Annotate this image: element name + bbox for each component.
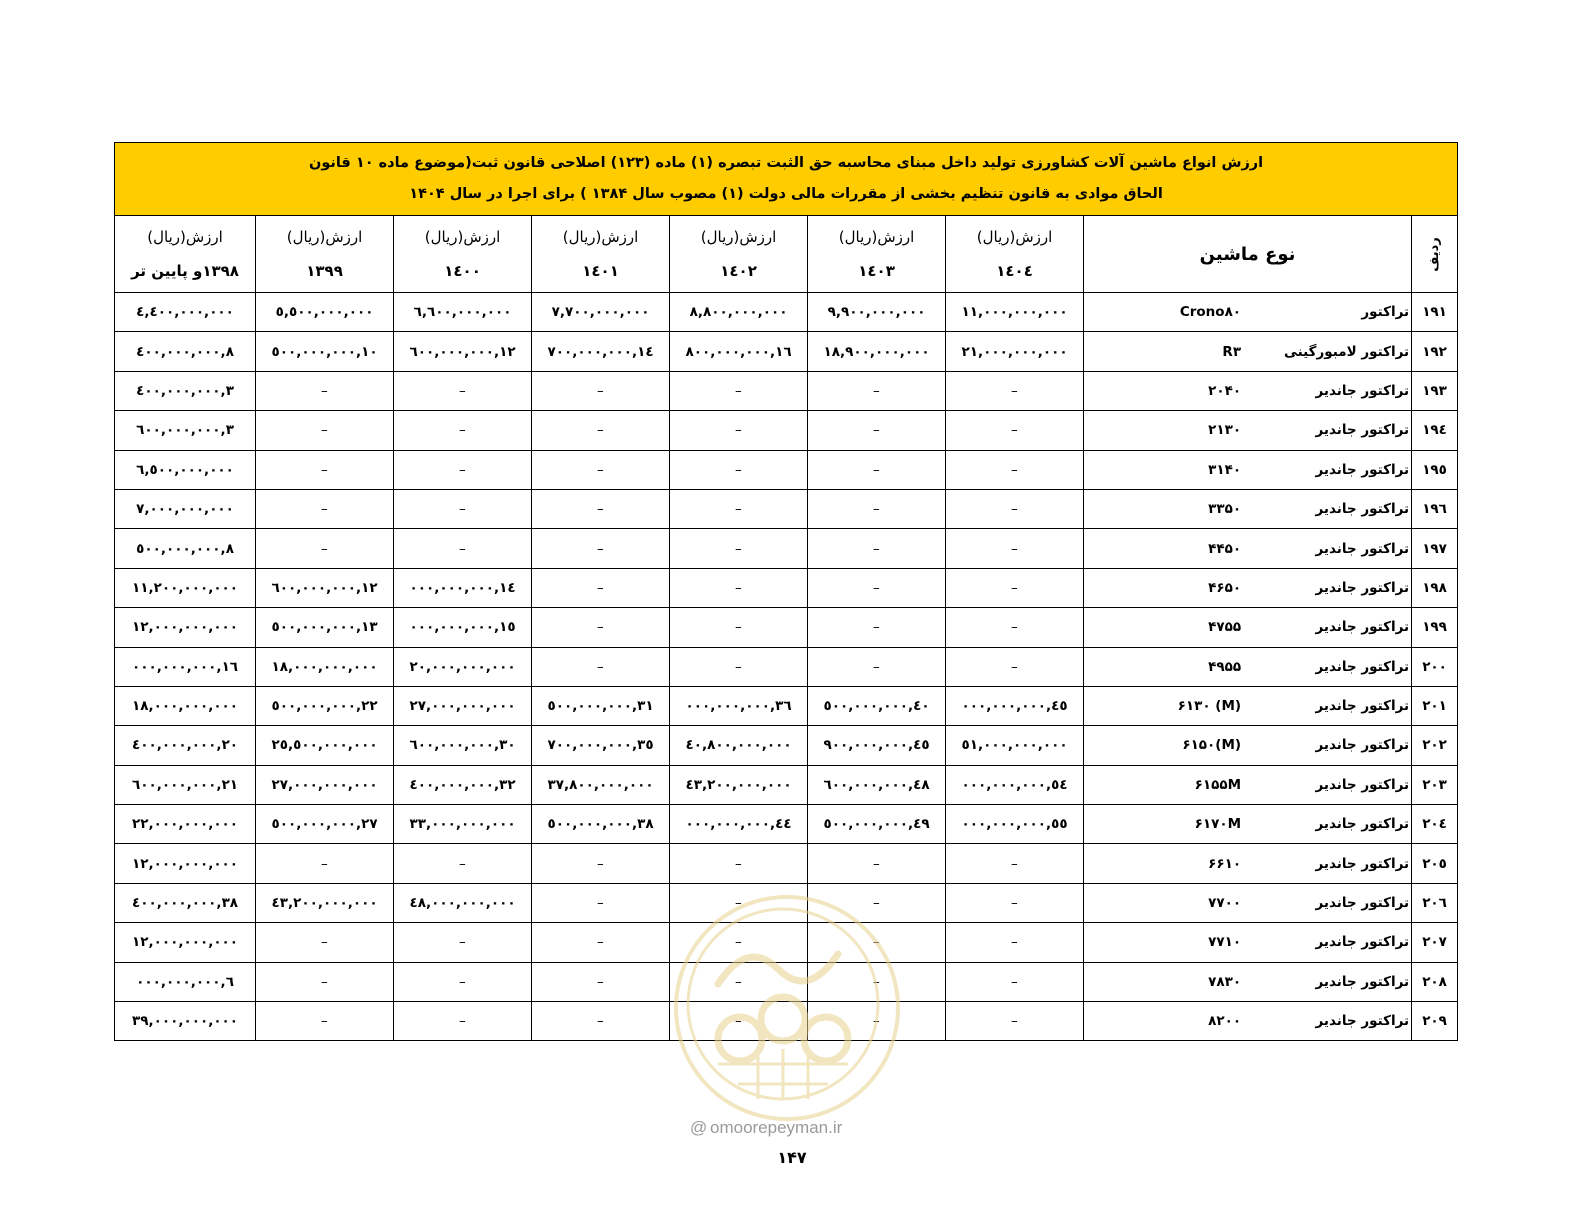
table-body xyxy=(115,293,1458,1041)
value-cell: – xyxy=(946,450,1084,489)
header-value-3 xyxy=(532,216,670,293)
value-cell: ۹,۹۰۰,۰۰۰,۰۰۰ xyxy=(808,293,946,332)
value-cell: ۲۷,٥۰۰,۰۰۰,۰۰۰ xyxy=(256,805,394,844)
value-cell: ۲۰,٤۰۰,۰۰۰,۰۰۰ xyxy=(115,726,256,765)
value-cell: – xyxy=(946,608,1084,647)
value-cell: – xyxy=(808,450,946,489)
machine-name-cell xyxy=(1084,371,1412,410)
table-row xyxy=(115,608,1458,647)
table-row xyxy=(115,293,1458,332)
value-cell: – xyxy=(670,411,808,450)
value-cell: ٤۸,۰۰۰,۰۰۰,۰۰۰ xyxy=(394,883,532,922)
value-cell: – xyxy=(394,529,532,568)
header-value-label: ارزش(ریال) xyxy=(700,228,777,246)
machine-name-cell xyxy=(1084,883,1412,922)
machine-model: ۲۱۳۰ xyxy=(1208,422,1242,439)
value-cell: – xyxy=(670,529,808,568)
machine-model: ۴۶۵۰ xyxy=(1208,579,1242,596)
machine-type: تراکتور جاندیر xyxy=(1315,934,1410,951)
value-cell: – xyxy=(670,1002,808,1041)
value-cell: ۱۰,٥۰۰,۰۰۰,۰۰۰ xyxy=(256,332,394,371)
header-row-number-label: ردیف xyxy=(1427,236,1443,272)
value-cell: ۳٥,۷۰۰,۰۰۰,۰۰۰ xyxy=(532,726,670,765)
machine-model: ۶۱۵۰(M) xyxy=(1182,737,1242,754)
value-cell: – xyxy=(946,883,1084,922)
machine-name-cell xyxy=(1084,411,1412,450)
table-row xyxy=(115,844,1458,883)
machine-name-cell xyxy=(1084,726,1412,765)
table-row xyxy=(115,1002,1458,1041)
value-cell: ٤۰,۸۰۰,۰۰۰,۰۰۰ xyxy=(670,726,808,765)
value-cell: ۳٦,۰۰۰,۰۰۰,۰۰۰ xyxy=(670,686,808,725)
value-cell: – xyxy=(394,489,532,528)
row-number: ۱۹۸ xyxy=(1412,568,1458,607)
table-row xyxy=(115,371,1458,410)
machine-name-cell xyxy=(1084,529,1412,568)
header-year: ۱۳۹۹ xyxy=(306,262,343,280)
value-cell: – xyxy=(670,608,808,647)
table-row xyxy=(115,962,1458,1001)
header-value-6 xyxy=(115,216,256,293)
value-cell: ۳۳,۰۰۰,۰۰۰,۰۰۰ xyxy=(394,805,532,844)
machine-model: ۴۹۵۵ xyxy=(1208,658,1242,675)
row-number: ۱۹۳ xyxy=(1412,371,1458,410)
machine-type: تراکتور جاندیر xyxy=(1315,737,1410,754)
machine-name-cell xyxy=(1084,647,1412,686)
value-cell: ۳,٦۰۰,۰۰۰,۰۰۰ xyxy=(115,411,256,450)
row-number: ۲۰٦ xyxy=(1412,883,1458,922)
machine-type: تراکتور جاندیر xyxy=(1315,855,1410,872)
valuation-table xyxy=(114,142,1458,1041)
value-cell: – xyxy=(808,883,946,922)
value-cell: – xyxy=(532,371,670,410)
machine-model: ۸۲۰۰ xyxy=(1208,1013,1242,1030)
value-cell: – xyxy=(670,371,808,410)
value-cell: ۱٤,۰۰۰,۰۰۰,۰۰۰ xyxy=(394,568,532,607)
value-cell: ۱۲,٦۰۰,۰۰۰,۰۰۰ xyxy=(394,332,532,371)
table-row xyxy=(115,332,1458,371)
column-header-row xyxy=(115,216,1458,293)
value-cell: ٤٤,۰۰۰,۰۰۰,۰۰۰ xyxy=(670,805,808,844)
value-cell: – xyxy=(532,883,670,922)
machine-model: ۴۴۵۰ xyxy=(1208,540,1242,557)
value-cell: ۸,٤۰۰,۰۰۰,۰۰۰ xyxy=(115,332,256,371)
table-row xyxy=(115,726,1458,765)
value-cell: – xyxy=(256,411,394,450)
value-cell: ۷,۰۰۰,۰۰۰,۰۰۰ xyxy=(115,489,256,528)
value-cell: – xyxy=(808,647,946,686)
table-row xyxy=(115,923,1458,962)
value-cell: – xyxy=(946,568,1084,607)
value-cell: ۳۱,٥۰۰,۰۰۰,۰۰۰ xyxy=(532,686,670,725)
value-cell: ۱٤,۷۰۰,۰۰۰,۰۰۰ xyxy=(532,332,670,371)
machine-model: R۳ xyxy=(1222,343,1242,360)
machine-type: تراکتور جاندیر xyxy=(1315,579,1410,596)
machine-type: تراکتور جاندیر xyxy=(1315,382,1410,399)
value-cell: ۱۳,٥۰۰,۰۰۰,۰۰۰ xyxy=(256,608,394,647)
value-cell: – xyxy=(532,1002,670,1041)
value-cell: – xyxy=(532,411,670,450)
header-year: ۱۳۹۸و پایین تر xyxy=(131,262,239,280)
value-cell: – xyxy=(670,647,808,686)
header-year: ۱٤۰۱ xyxy=(582,262,619,280)
machine-type: تراکتور جاندیر xyxy=(1315,619,1410,636)
machine-name-cell xyxy=(1084,489,1412,528)
machine-model: ۷۷۱۰ xyxy=(1208,934,1242,951)
row-number: ۱۹٦ xyxy=(1412,489,1458,528)
value-cell: – xyxy=(946,1002,1084,1041)
machine-name-cell xyxy=(1084,608,1412,647)
machine-model: ۳۳۵۰ xyxy=(1208,501,1242,518)
value-cell: – xyxy=(394,962,532,1001)
machine-name-cell xyxy=(1084,844,1412,883)
header-year: ۱٤۰٤ xyxy=(996,262,1033,280)
row-number: ۱۹۹ xyxy=(1412,608,1458,647)
value-cell: – xyxy=(394,923,532,962)
machine-name-cell xyxy=(1084,686,1412,725)
machine-type: تراکتور جاندیر xyxy=(1315,895,1410,912)
value-cell: ۱۱,۲۰۰,۰۰۰,۰۰۰ xyxy=(115,568,256,607)
table-row xyxy=(115,568,1458,607)
value-cell: ۲۷,۰۰۰,۰۰۰,۰۰۰ xyxy=(256,765,394,804)
machine-model: ۷۸۳۰ xyxy=(1208,973,1242,990)
value-cell: ۲۲,٥۰۰,۰۰۰,۰۰۰ xyxy=(256,686,394,725)
value-cell: ۱٦,۰۰۰,۰۰۰,۰۰۰ xyxy=(115,647,256,686)
header-year: ۱٤۰۰ xyxy=(444,262,481,280)
value-cell: ٦,٥۰۰,۰۰۰,۰۰۰ xyxy=(115,450,256,489)
value-cell: – xyxy=(394,371,532,410)
value-cell: – xyxy=(946,923,1084,962)
value-cell: ۱۲,۰۰۰,۰۰۰,۰۰۰ xyxy=(115,844,256,883)
value-cell: – xyxy=(532,923,670,962)
row-number: ۱۹۲ xyxy=(1412,332,1458,371)
row-number: ۱۹۱ xyxy=(1412,293,1458,332)
value-cell: ۳۰,٦۰۰,۰۰۰,۰۰۰ xyxy=(394,726,532,765)
row-number: ۲۰۷ xyxy=(1412,923,1458,962)
row-number: ۱۹۷ xyxy=(1412,529,1458,568)
value-cell: – xyxy=(532,489,670,528)
value-cell: – xyxy=(256,450,394,489)
value-cell: – xyxy=(394,450,532,489)
value-cell: ٤۸,٦۰۰,۰۰۰,۰۰۰ xyxy=(808,765,946,804)
value-cell: ٤٥,۹۰۰,۰۰۰,۰۰۰ xyxy=(808,726,946,765)
value-cell: ۳۸,٥۰۰,۰۰۰,۰۰۰ xyxy=(532,805,670,844)
value-cell: – xyxy=(946,647,1084,686)
watermark-url-text: omoorepeyman.ir xyxy=(710,1118,843,1137)
value-cell: ٤,٤۰۰,۰۰۰,۰۰۰ xyxy=(115,293,256,332)
value-cell: ۱۸,۹۰۰,۰۰۰,۰۰۰ xyxy=(808,332,946,371)
header-value-label: ارزش(ریال) xyxy=(838,228,915,246)
machine-model: ۶۱۷۰M xyxy=(1194,816,1242,833)
value-cell: ٤۳,۲۰۰,۰۰۰,۰۰۰ xyxy=(670,765,808,804)
value-cell: – xyxy=(808,489,946,528)
machine-type: تراکتور جاندیر xyxy=(1315,816,1410,833)
value-cell: – xyxy=(946,529,1084,568)
value-cell: – xyxy=(670,489,808,528)
value-cell: ٤۰,٥۰۰,۰۰۰,۰۰۰ xyxy=(808,686,946,725)
table-row xyxy=(115,805,1458,844)
table-row xyxy=(115,450,1458,489)
header-value-label: ارزش(ریال) xyxy=(424,228,501,246)
header-year: ۱٤۰۲ xyxy=(720,262,757,280)
value-cell: ۳۹,۰۰۰,۰۰۰,۰۰۰ xyxy=(115,1002,256,1041)
row-number: ۱۹٥ xyxy=(1412,450,1458,489)
value-cell: ٥٥,۰۰۰,۰۰۰,۰۰۰ xyxy=(946,805,1084,844)
header-value-label: ارزش(ریال) xyxy=(976,228,1053,246)
header-value-5 xyxy=(256,216,394,293)
value-cell: – xyxy=(808,844,946,883)
machine-name-cell xyxy=(1084,765,1412,804)
value-cell: – xyxy=(946,489,1084,528)
header-value-label: ارزش(ریال) xyxy=(562,228,639,246)
value-cell: ۸,٥۰۰,۰۰۰,۰۰۰ xyxy=(115,529,256,568)
header-value-4 xyxy=(394,216,532,293)
value-cell: ۱۱,۰۰۰,۰۰۰,۰۰۰ xyxy=(946,293,1084,332)
row-number: ۲۰۲ xyxy=(1412,726,1458,765)
machine-name-cell xyxy=(1084,450,1412,489)
machine-model: ۶۱۵۵M xyxy=(1194,776,1242,793)
row-number: ۲۰۸ xyxy=(1412,962,1458,1001)
value-cell: – xyxy=(670,962,808,1001)
header-value-0 xyxy=(946,216,1084,293)
value-cell: – xyxy=(532,647,670,686)
value-cell: ٥,٥۰۰,۰۰۰,۰۰۰ xyxy=(256,293,394,332)
machine-model: ۶۶۱۰ xyxy=(1208,855,1242,872)
machine-model: ۲۰۴۰ xyxy=(1208,382,1242,399)
machine-type: تراکتور جاندیر xyxy=(1315,698,1410,715)
machine-name-cell xyxy=(1084,805,1412,844)
value-cell: ٤٥,۰۰۰,۰۰۰,۰۰۰ xyxy=(946,686,1084,725)
value-cell: – xyxy=(670,844,808,883)
value-cell: – xyxy=(256,844,394,883)
value-cell: ۱۸,۰۰۰,۰۰۰,۰۰۰ xyxy=(115,686,256,725)
table-row xyxy=(115,883,1458,922)
machine-model: Crono۸۰ xyxy=(1179,304,1242,321)
value-cell: ۷,۷۰۰,۰۰۰,۰۰۰ xyxy=(532,293,670,332)
machine-name-cell xyxy=(1084,332,1412,371)
row-number: ۲۰۰ xyxy=(1412,647,1458,686)
value-cell: ۱۲,۰۰۰,۰۰۰,۰۰۰ xyxy=(115,923,256,962)
value-cell: – xyxy=(256,489,394,528)
machine-type: تراکتور جاندیر xyxy=(1315,461,1410,478)
machine-type: تراکتور جاندیر xyxy=(1315,540,1410,557)
machine-model: ۳۱۴۰ xyxy=(1208,461,1242,478)
machine-model: ۴۷۵۵ xyxy=(1208,619,1242,636)
value-cell: – xyxy=(256,962,394,1001)
value-cell: ۳۲,٤۰۰,۰۰۰,۰۰۰ xyxy=(394,765,532,804)
machine-type: تراکتور جاندیر xyxy=(1315,776,1410,793)
row-number: ۲۰۳ xyxy=(1412,765,1458,804)
value-cell: ۳,٤۰۰,۰۰۰,۰۰۰ xyxy=(115,371,256,410)
value-cell: – xyxy=(670,450,808,489)
value-cell: – xyxy=(946,962,1084,1001)
value-cell: – xyxy=(670,568,808,607)
value-cell: ۸,۸۰۰,۰۰۰,۰۰۰ xyxy=(670,293,808,332)
machine-model: ۶۱۳۰ (M) xyxy=(1177,698,1242,715)
value-cell: ۳۸,٤۰۰,۰۰۰,۰۰۰ xyxy=(115,883,256,922)
table-title xyxy=(115,143,1458,216)
value-cell: – xyxy=(946,371,1084,410)
row-number: ۲۰۹ xyxy=(1412,1002,1458,1041)
value-cell: – xyxy=(532,568,670,607)
value-cell: ٥۱,۰۰۰,۰۰۰,۰۰۰ xyxy=(946,726,1084,765)
machine-model: ۷۷۰۰ xyxy=(1208,895,1242,912)
value-cell: – xyxy=(532,529,670,568)
table-row xyxy=(115,647,1458,686)
row-number: ۲۰٤ xyxy=(1412,805,1458,844)
table-row xyxy=(115,489,1458,528)
header-machine-type: نوع ماشین xyxy=(1084,216,1412,293)
machine-name-cell xyxy=(1084,293,1412,332)
value-cell: ۲۷,۰۰۰,۰۰۰,۰۰۰ xyxy=(394,686,532,725)
value-cell: – xyxy=(394,844,532,883)
header-value-2 xyxy=(670,216,808,293)
value-cell: – xyxy=(670,923,808,962)
value-cell: ۱٥,۰۰۰,۰۰۰,۰۰۰ xyxy=(394,608,532,647)
watermark-at-icon: @ xyxy=(690,1118,708,1137)
machine-type: تراکتور جاندیر xyxy=(1315,422,1410,439)
value-cell: – xyxy=(532,844,670,883)
value-cell: ۱۲,۰۰۰,۰۰۰,۰۰۰ xyxy=(115,608,256,647)
table-row xyxy=(115,411,1458,450)
header-year: ۱٤۰۳ xyxy=(858,262,895,280)
machine-type: تراکتور جاندیر xyxy=(1315,501,1410,518)
value-cell: – xyxy=(808,568,946,607)
value-cell: ۲٥,٥۰۰,۰۰۰,۰۰۰ xyxy=(256,726,394,765)
value-cell: – xyxy=(808,962,946,1001)
machine-name-cell xyxy=(1084,1002,1412,1041)
value-cell: – xyxy=(256,529,394,568)
value-cell: ۱۸,۰۰۰,۰۰۰,۰۰۰ xyxy=(256,647,394,686)
value-cell: ۱٦,۸۰۰,۰۰۰,۰۰۰ xyxy=(670,332,808,371)
value-cell: – xyxy=(394,1002,532,1041)
title-line-2: الحاق موادی به قانون تنظیم بخشی از مقررات مالی دولت (۱) مصوب سال ۱۳۸۴ ) برای اجرا در سال ۱۴۰۴ xyxy=(409,186,1163,202)
table-row xyxy=(115,765,1458,804)
value-cell: – xyxy=(532,450,670,489)
header-row-number xyxy=(1412,216,1458,293)
value-cell: – xyxy=(808,608,946,647)
header-value-1 xyxy=(808,216,946,293)
value-cell: ٥٤,۰۰۰,۰۰۰,۰۰۰ xyxy=(946,765,1084,804)
value-cell: – xyxy=(256,371,394,410)
value-cell: – xyxy=(256,1002,394,1041)
value-cell: – xyxy=(946,411,1084,450)
header-value-label: ارزش(ریال) xyxy=(147,228,223,246)
value-cell: ٤۳,۲۰۰,۰۰۰,۰۰۰ xyxy=(256,883,394,922)
value-cell: – xyxy=(808,1002,946,1041)
title-line-1: ارزش انواع ماشین آلات کشاورزی تولید داخل مبنای محاسبه حق الثبت تبصره (۱) ماده (۱۲۳) اصلاحی قانون ثبت(موضوع ماده ۱۰ قانون xyxy=(308,155,1264,171)
value-cell: ۲۰,۰۰۰,۰۰۰,۰۰۰ xyxy=(394,647,532,686)
value-cell: ۲۱,٦۰۰,۰۰۰,۰۰۰ xyxy=(115,765,256,804)
machine-name-cell xyxy=(1084,923,1412,962)
machine-type: تراکتور جاندیر xyxy=(1315,973,1410,990)
machine-type: تراکتور جاندیر xyxy=(1315,1013,1410,1030)
table-row xyxy=(115,686,1458,725)
value-cell: – xyxy=(256,923,394,962)
value-cell: ٦,۰۰۰,۰۰۰,۰۰۰ xyxy=(115,962,256,1001)
table-row xyxy=(115,529,1458,568)
value-cell: – xyxy=(808,411,946,450)
value-cell: – xyxy=(394,411,532,450)
page-number: ۱۴۷ xyxy=(777,1148,807,1167)
value-cell: ۲۲,۰۰۰,۰۰۰,۰۰۰ xyxy=(115,805,256,844)
value-cell: – xyxy=(808,529,946,568)
machine-type: تراکتور جاندیر xyxy=(1315,658,1410,675)
value-cell: ٦,٦۰۰,۰۰۰,۰۰۰ xyxy=(394,293,532,332)
header-value-label: ارزش(ریال) xyxy=(286,228,363,246)
value-cell: – xyxy=(946,844,1084,883)
value-cell: ٤۹,٥۰۰,۰۰۰,۰۰۰ xyxy=(808,805,946,844)
machine-name-cell xyxy=(1084,568,1412,607)
value-cell: ۳۷,۸۰۰,۰۰۰,۰۰۰ xyxy=(532,765,670,804)
value-cell: – xyxy=(808,923,946,962)
machine-name-cell xyxy=(1084,962,1412,1001)
machine-type: تراکتور لامبورگینی xyxy=(1283,343,1410,360)
value-cell: – xyxy=(670,883,808,922)
row-number: ۱۹٤ xyxy=(1412,411,1458,450)
value-cell: – xyxy=(808,371,946,410)
row-number: ۲۰۱ xyxy=(1412,686,1458,725)
row-number: ۲۰٥ xyxy=(1412,844,1458,883)
value-cell: ۲۱,۰۰۰,۰۰۰,۰۰۰ xyxy=(946,332,1084,371)
value-cell: ۱۲,٦۰۰,۰۰۰,۰۰۰ xyxy=(256,568,394,607)
machine-type: تراکتور xyxy=(1361,304,1410,321)
value-cell: – xyxy=(532,962,670,1001)
value-cell: – xyxy=(532,608,670,647)
